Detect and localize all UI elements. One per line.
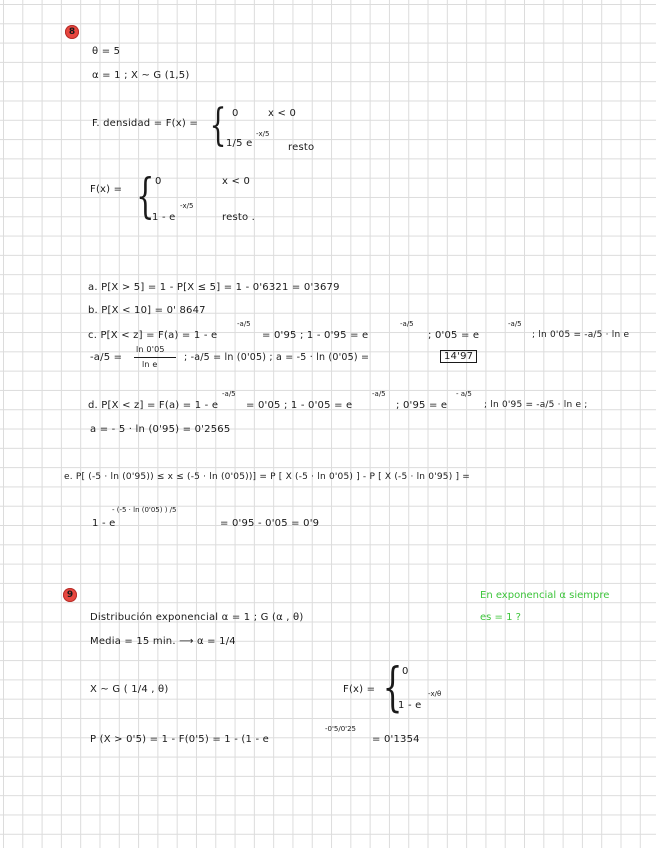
density-case1-value: 0 (232, 108, 239, 119)
cdf-case2-condition: resto . (222, 212, 256, 223)
fraction-bar (134, 357, 176, 358)
part-c-fraction-denominator: ln e (142, 360, 158, 369)
density-label: F. densidad = F(x) = (92, 118, 198, 129)
problem-number: 8 (68, 27, 76, 37)
cdf2-case1: 0 (402, 666, 409, 677)
alpha-line: α = 1 ; X ~ G (1,5) (92, 70, 190, 81)
problem-number: 9 (66, 590, 74, 600)
margin-note-line1: En exponencial α siempre (480, 590, 610, 601)
exp-dist-line: Distribución exponencial α = 1 ; G (α , θ) (90, 612, 304, 623)
part-c-exp1: -a/5 (237, 320, 251, 328)
density-case1-condition: x < 0 (268, 108, 297, 119)
cdf2-case2: 1 - e (398, 700, 422, 711)
part-c-line1c: ; 0'05 = e (428, 330, 480, 341)
part-c-exp3: -a/5 (508, 320, 522, 328)
problem-number-badge (65, 25, 79, 39)
part-d-line1d: ; ln 0'95 = -a/5 · ln e ; (484, 400, 588, 410)
part-c-line1: c. P[X < z] = F(a) = 1 - e (88, 330, 218, 341)
part-d-exp3: - a/5 (456, 390, 472, 398)
cdf-label: F(x) = (90, 184, 123, 195)
cdf-case1-value: 0 (155, 176, 162, 187)
cdf-brace: { (136, 168, 155, 224)
cdf-case1-condition: x < 0 (222, 176, 251, 187)
part-c-fraction-numerator: ln 0'05 (136, 345, 165, 354)
part-c-line1b: = 0'95 ; 1 - 0'95 = e (262, 330, 369, 341)
density-brace: { (209, 100, 227, 151)
part-c-exp2: -a/5 (400, 320, 414, 328)
cdf-case2-exponent: -x/5 (180, 202, 194, 210)
part-e-exponent: - (-5 · ln (0'05) ) /5 (112, 506, 177, 514)
part-e-base: 1 - e (92, 518, 116, 529)
part-c-boxed-result: 14'97 (440, 350, 477, 363)
part-e-line1: e. P[ (-5 · ln (0'95)) ≤ x ≤ (-5 · ln (0'05))] = P [ X (-5 · ln 0'05) ] - P [ X (-5 · ln 0'95) ] = (64, 472, 471, 482)
part-c-line2-lhs: -a/5 = (90, 352, 123, 363)
margin-note-line2: es = 1 ? (480, 612, 521, 623)
distribution-line: X ~ G ( 1/4 , θ) (90, 684, 169, 695)
part-e-result: = 0'95 - 0'05 = 0'9 (220, 518, 320, 529)
cdf2-brace: { (382, 658, 403, 718)
cdf2-label: F(x) = (343, 684, 376, 695)
part-c-line1d: ; ln 0'05 = -a/5 · ln e (532, 330, 630, 340)
part-c-line2-rest: ; -a/5 = ln (0'05) ; a = -5 · ln (0'05) = (184, 352, 370, 363)
density-case2-exponent: -x/5 (256, 130, 270, 138)
density-case2-condition: resto (288, 142, 315, 153)
problem-number-badge (63, 588, 77, 602)
part-b: b. P[X < 10] = 0' 8647 (88, 305, 206, 316)
part-d-exp1: -a/5 (222, 390, 236, 398)
probability-line: P (X > 0'5) = 1 - F(0'5) = 1 - (1 - e (90, 734, 270, 745)
part-d-line1c: ; 0'95 = e (396, 400, 448, 411)
density-case2-value: 1/5 e (226, 138, 253, 149)
theta-line: θ = 5 (92, 46, 121, 57)
part-d-line1b: = 0'05 ; 1 - 0'05 = e (246, 400, 353, 411)
part-a: a. P[X > 5] = 1 - P[X ≤ 5] = 1 - 0'6321 = 0'3679 (88, 282, 340, 293)
part-d-line1: d. P[X < z] = F(a) = 1 - e (88, 400, 219, 411)
cdf2-case2-exponent: -x/θ (428, 690, 442, 698)
probability-result: = 0'1354 (372, 734, 420, 745)
part-d-line2: a = - 5 · ln (0'95) = 0'2565 (90, 424, 231, 435)
cdf-case2-value: 1 - e (152, 212, 176, 223)
probability-exponent: -0'5/0'25 (325, 725, 357, 733)
mean-line: Media = 15 min. ⟶ α = 1/4 (90, 636, 236, 647)
part-d-exp2: -a/5 (372, 390, 386, 398)
